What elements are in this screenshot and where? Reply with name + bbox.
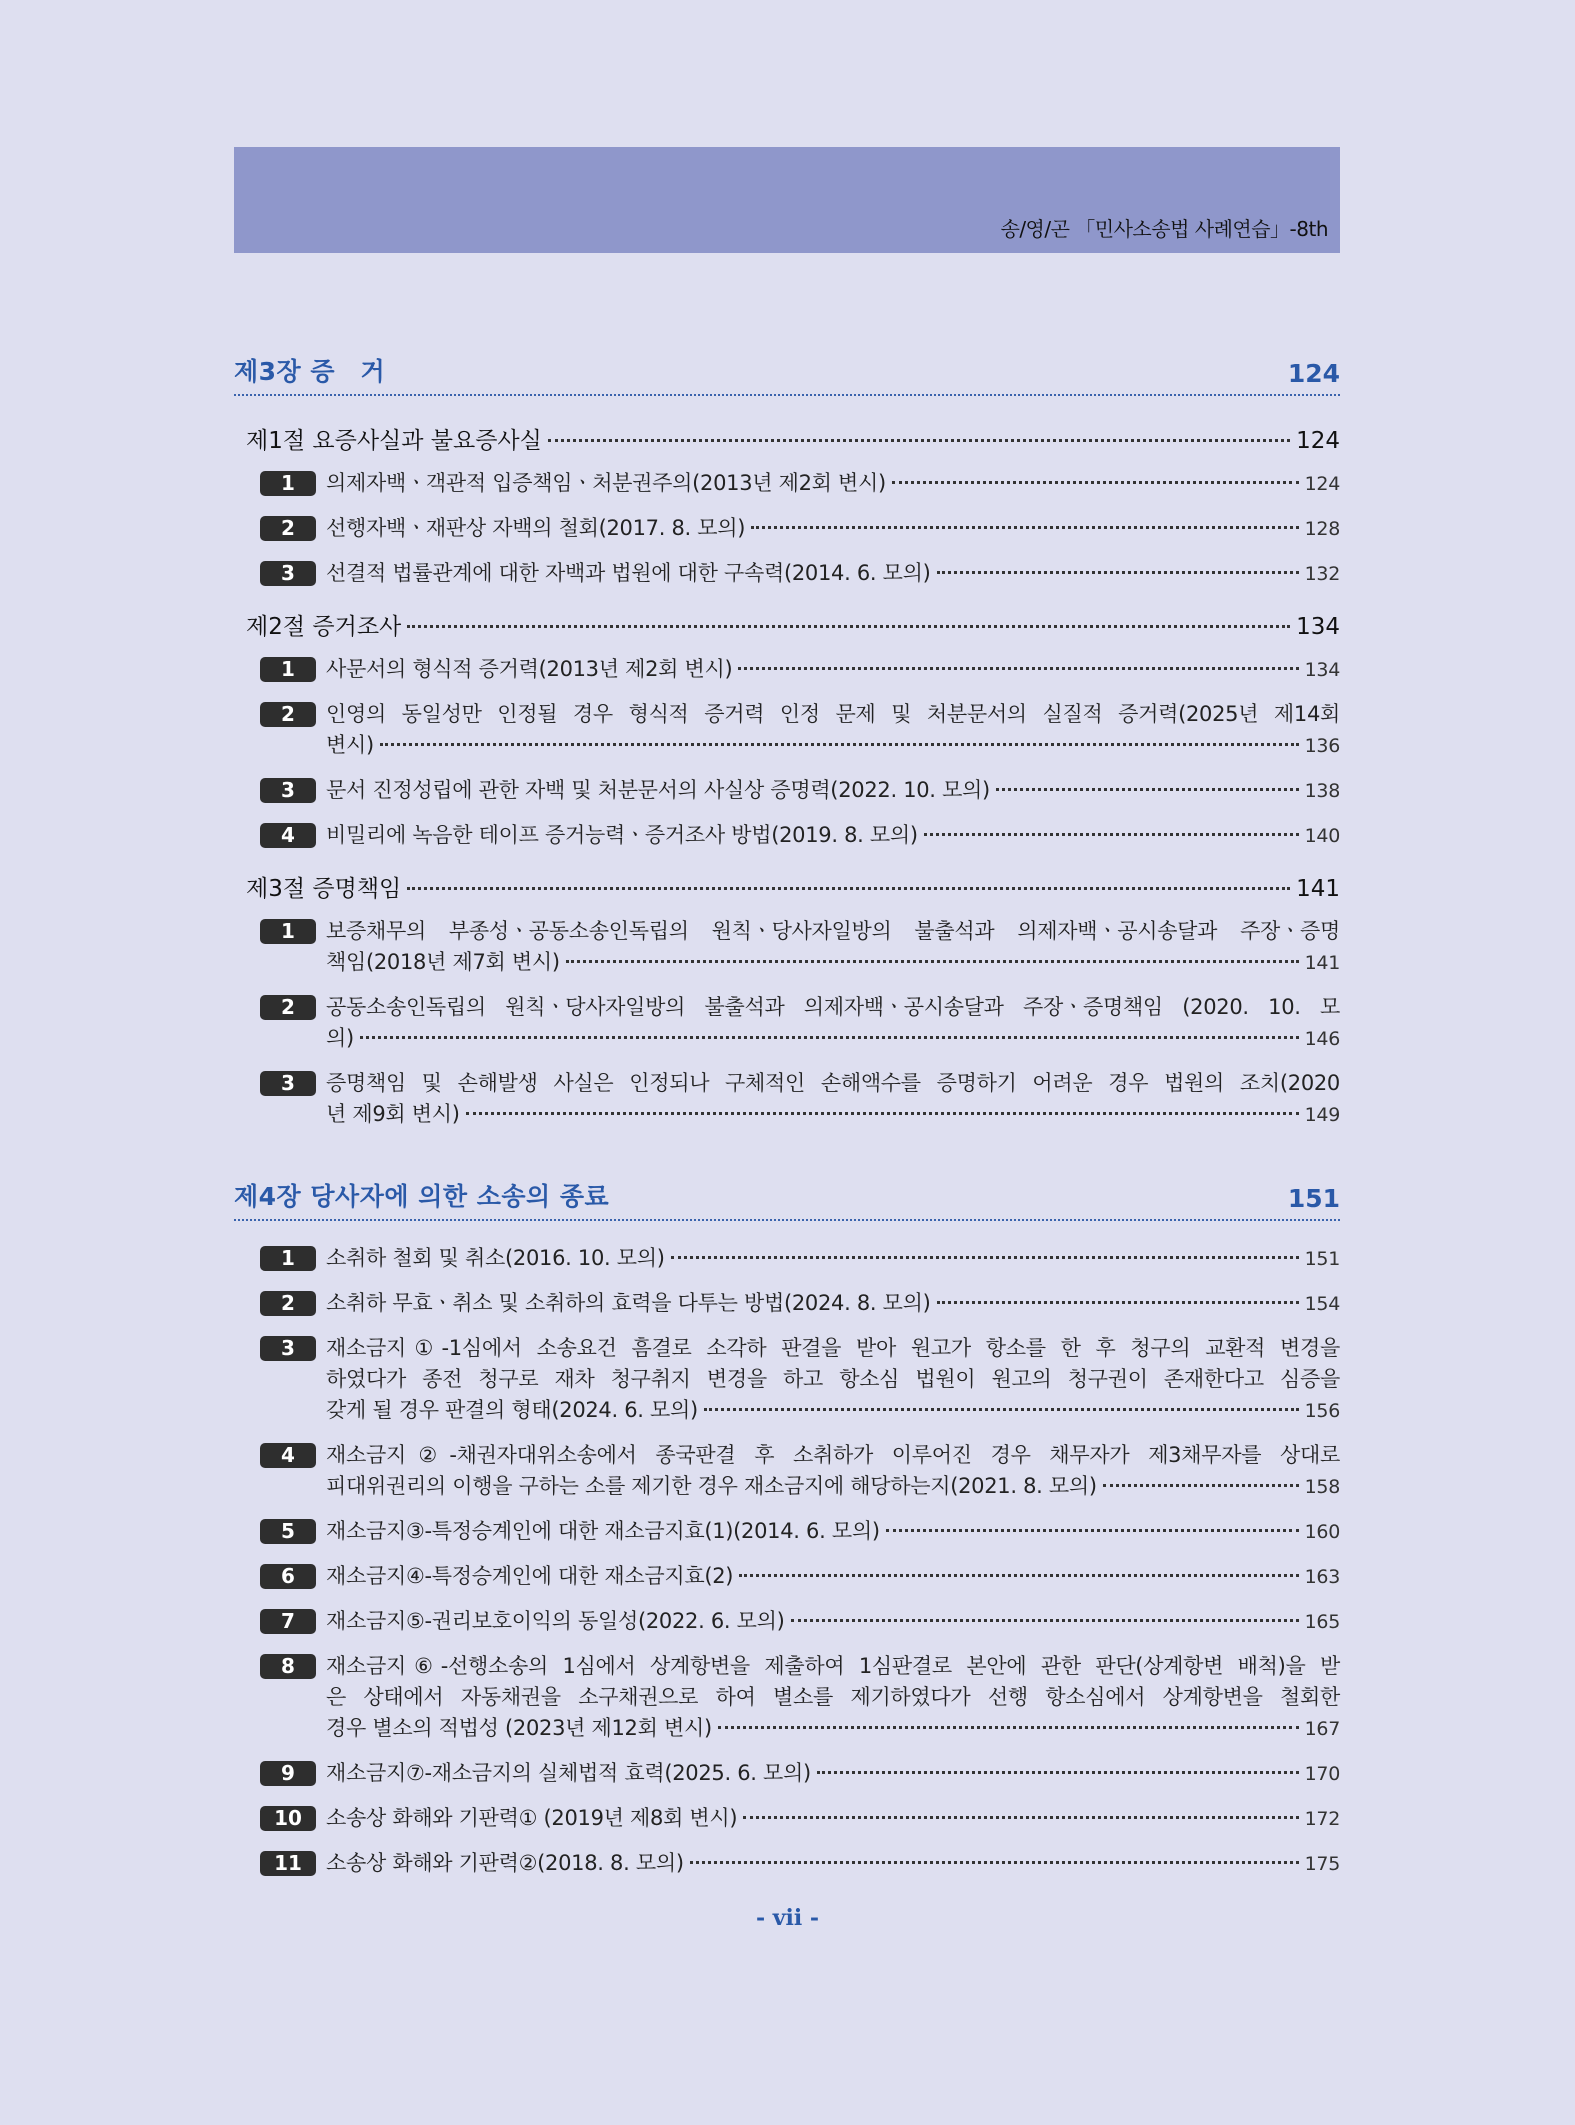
entry-title: 재소금지⑦-재소금지의 실체법적 효력(2025. 6. 모의) (326, 1761, 811, 1785)
entry-title: 소송상 화해와 기판력① (2019년 제8회 변시) (326, 1806, 738, 1830)
toc-entry[interactable] (260, 1606, 1340, 1638)
entry-number-badge: 4 (260, 823, 316, 848)
section-heading[interactable] (246, 608, 1340, 641)
entry-page: 128 (1304, 518, 1340, 540)
section-title: 제3절 증명책임 (246, 876, 402, 902)
entry-number-badge: 5 (260, 1519, 316, 1544)
entry-title-line: 경우 별소의 적법성 (2023년 제12회 변시) (326, 1716, 712, 1740)
entry-page: 140 (1304, 825, 1340, 847)
entry-page: 138 (1304, 780, 1340, 802)
section-heading[interactable] (246, 870, 1340, 903)
entry-title: 재소금지④-특정승계인에 대한 재소금지효(2) (326, 1564, 734, 1588)
entry-page: 165 (1304, 1611, 1340, 1633)
toc-entry[interactable] (260, 1758, 1340, 1790)
toc-entry[interactable] (260, 1651, 1340, 1745)
entry-page: 163 (1304, 1566, 1340, 1588)
entry-number-badge: 3 (260, 1071, 316, 1096)
chapter-4-heading[interactable] (234, 1177, 1340, 1221)
entry-number-badge: 9 (260, 1761, 316, 1786)
entry-number-badge: 2 (260, 702, 316, 727)
chapter-page: 124 (1287, 359, 1340, 388)
toc-entry[interactable] (260, 1803, 1340, 1835)
entry-title-line: 갖게 될 경우 판결의 형태(2024. 6. 모의) (326, 1398, 698, 1422)
dot-leader (892, 481, 1299, 484)
section-title: 제2절 증거조사 (246, 614, 402, 640)
entry-title: 선행자백ㆍ재판상 자백의 철회(2017. 8. 모의) (326, 516, 746, 540)
section-page: 134 (1296, 614, 1340, 640)
entry-title-line: 재소금지①-1심에서 소송요건 흠결로 소각하 판결을 받아 원고가 항소를 한 후 청구의 교환적 변경을 (326, 1336, 1340, 1360)
entry-title: 재소금지③-특정승계인에 대한 재소금지효(1)(2014. 6. 모의) (326, 1519, 880, 1543)
entry-page: 170 (1304, 1763, 1340, 1785)
toc-entry[interactable] (260, 558, 1340, 590)
section-heading[interactable] (246, 422, 1340, 455)
entry-page: 146 (1304, 1028, 1340, 1050)
entry-page: 141 (1304, 952, 1340, 974)
entry-number-badge: 2 (260, 516, 316, 541)
entry-page: 124 (1304, 473, 1340, 495)
entry-number-badge: 10 (260, 1806, 316, 1831)
header-band (234, 147, 1340, 253)
entry-number-badge: 1 (260, 919, 316, 944)
dot-leader (1103, 1484, 1299, 1487)
chapter-page: 151 (1287, 1184, 1340, 1213)
toc-entry[interactable] (260, 820, 1340, 852)
toc-entry[interactable] (260, 699, 1340, 762)
toc-entry[interactable] (260, 1243, 1340, 1275)
entry-page: 160 (1304, 1521, 1340, 1543)
entry-number-badge: 3 (260, 561, 316, 586)
dot-leader (566, 960, 1299, 963)
entry-title-line: 재소금지②-채권자대위소송에서 종국판결 후 소취하가 이루어진 경우 채무자가 제3채무자를 상대로 (326, 1443, 1340, 1467)
section-title: 제1절 요증사실과 불요증사실 (246, 428, 542, 454)
dot-leader (817, 1771, 1299, 1774)
dot-leader (407, 887, 1290, 890)
section-page: 141 (1296, 876, 1340, 902)
book-title: 송/영/곤 「민사소송법 사례연습」-8th (1000, 217, 1328, 241)
entry-page: 151 (1304, 1248, 1340, 1270)
toc-entry[interactable] (260, 775, 1340, 807)
toc-entry[interactable] (260, 1333, 1340, 1427)
entry-page: 158 (1304, 1476, 1340, 1498)
entry-title-line: 책임(2018년 제7회 변시) (326, 950, 560, 974)
toc-entry[interactable] (260, 1516, 1340, 1548)
entry-page: 172 (1304, 1808, 1340, 1830)
toc-entry[interactable] (260, 1848, 1340, 1880)
chapter-title: 제3장 증 거 (234, 357, 386, 386)
entry-title: 소송상 화해와 기판력②(2018. 8. 모의) (326, 1851, 684, 1875)
dot-leader (690, 1861, 1299, 1864)
entry-title: 사문서의 형식적 증거력(2013년 제2회 변시) (326, 657, 733, 681)
entry-number-badge: 7 (260, 1609, 316, 1634)
dot-leader (718, 1726, 1299, 1729)
entry-number-badge: 2 (260, 1291, 316, 1316)
entry-page: 175 (1304, 1853, 1340, 1875)
entry-title-line: 보증채무의 부종성ㆍ공동소송인독립의 원칙ㆍ당사자일방의 불출석과 의제자백ㆍ공시송달과 주장ㆍ증명 (326, 919, 1340, 943)
entry-title-line: 피대위권리의 이행을 구하는 소를 제기한 경우 재소금지에 해당하는지(2021. 8. 모의) (326, 1474, 1097, 1498)
entry-title: 문서 진정성립에 관한 자백 및 처분문서의 사실상 증명력(2022. 10. 모의) (326, 778, 990, 802)
dot-leader (937, 1301, 1299, 1304)
entry-number-badge: 8 (260, 1654, 316, 1679)
chapter-4-entries (234, 1243, 1340, 1880)
dot-leader (886, 1529, 1299, 1532)
entry-title-line: 년 제9회 변시) (326, 1102, 460, 1126)
entry-number-badge: 1 (260, 471, 316, 496)
dot-leader (380, 743, 1299, 746)
entry-page: 156 (1304, 1400, 1340, 1422)
entry-title-line: 공동소송인독립의 원칙ㆍ당사자일방의 불출석과 의제자백ㆍ공시송달과 주장ㆍ증명책임 (2020. 10. 모 (326, 995, 1340, 1019)
entry-number-badge: 3 (260, 1336, 316, 1361)
section-page: 124 (1296, 428, 1340, 454)
toc-entry[interactable] (260, 468, 1340, 500)
dot-leader (466, 1112, 1299, 1115)
entry-title-line: 은 상태에서 자동채권을 소구채권으로 하여 별소를 제기하였다가 선행 항소심에서 상계항변을 철회한 (326, 1685, 1340, 1709)
entry-title: 소취하 무효ㆍ취소 및 소취하의 효력을 다투는 방법(2024. 8. 모의) (326, 1291, 931, 1315)
entry-title-line: 변시) (326, 733, 374, 757)
entry-title: 재소금지⑤-권리보호이익의 동일성(2022. 6. 모의) (326, 1609, 785, 1633)
dot-leader (739, 1574, 1298, 1577)
entry-title-line: 의) (326, 1026, 354, 1050)
dot-leader (996, 788, 1299, 791)
toc-entry[interactable] (260, 654, 1340, 686)
dot-leader (704, 1408, 1299, 1411)
dot-leader (743, 1816, 1298, 1819)
entry-number-badge: 6 (260, 1564, 316, 1589)
entry-number-badge: 3 (260, 778, 316, 803)
toc-entry[interactable] (260, 1440, 1340, 1503)
dot-leader (360, 1036, 1299, 1039)
dot-leader (548, 439, 1290, 442)
toc-entry[interactable] (260, 1561, 1340, 1593)
entry-title-line: 하였다가 종전 청구로 재차 청구취지 변경을 하고 항소심 법원이 원고의 청구권이 존재한다고 심증을 (326, 1367, 1340, 1391)
entry-page: 167 (1304, 1718, 1340, 1740)
table-of-contents (234, 352, 1340, 1880)
dot-leader (924, 833, 1299, 836)
entry-page: 136 (1304, 735, 1340, 757)
toc-entry[interactable] (260, 1068, 1340, 1131)
dot-leader (407, 625, 1290, 628)
entry-title: 선결적 법률관계에 대한 자백과 법원에 대한 구속력(2014. 6. 모의) (326, 561, 931, 585)
entry-page: 134 (1304, 659, 1340, 681)
dot-leader (791, 1619, 1299, 1622)
dot-leader (937, 571, 1299, 574)
entry-page: 154 (1304, 1293, 1340, 1315)
toc-entry[interactable] (260, 916, 1340, 979)
dot-leader (671, 1256, 1299, 1259)
entry-title-line: 인영의 동일성만 인정될 경우 형식적 증거력 인정 문제 및 처분문서의 실질적 증거력(2025년 제14회 (326, 702, 1340, 726)
dot-leader (751, 526, 1298, 529)
entry-title: 소취하 철회 및 취소(2016. 10. 모의) (326, 1246, 665, 1270)
toc-entry[interactable] (260, 513, 1340, 545)
toc-entry[interactable] (260, 992, 1340, 1055)
chapter-title: 제4장 당사자에 의한 소송의 종료 (234, 1182, 610, 1211)
entry-title: 의제자백ㆍ객관적 입증책임ㆍ처분권주의(2013년 제2회 변시) (326, 471, 886, 495)
toc-entry[interactable] (260, 1288, 1340, 1320)
entry-number-badge: 2 (260, 995, 316, 1020)
entry-page: 149 (1304, 1104, 1340, 1126)
entry-number-badge: 1 (260, 657, 316, 682)
page-number: - vii - (755, 1905, 820, 1931)
entry-title: 비밀리에 녹음한 테이프 증거능력ㆍ증거조사 방법(2019. 8. 모의) (326, 823, 918, 847)
dot-leader (738, 667, 1298, 670)
entry-page: 132 (1304, 563, 1340, 585)
chapter-3-heading[interactable] (234, 352, 1340, 396)
entry-title-line: 증명책임 및 손해발생 사실은 인정되나 구체적인 손해액수를 증명하기 어려운 경우 법원의 조치(2020 (326, 1071, 1340, 1095)
entry-number-badge: 11 (260, 1851, 316, 1876)
entry-title-line: 재소금지⑥-선행소송의 1심에서 상계항변을 제출하여 1심판결로 본안에 관한 판단(상계항변 배척)을 받 (326, 1654, 1340, 1678)
entry-number-badge: 1 (260, 1246, 316, 1271)
entry-number-badge: 4 (260, 1443, 316, 1468)
